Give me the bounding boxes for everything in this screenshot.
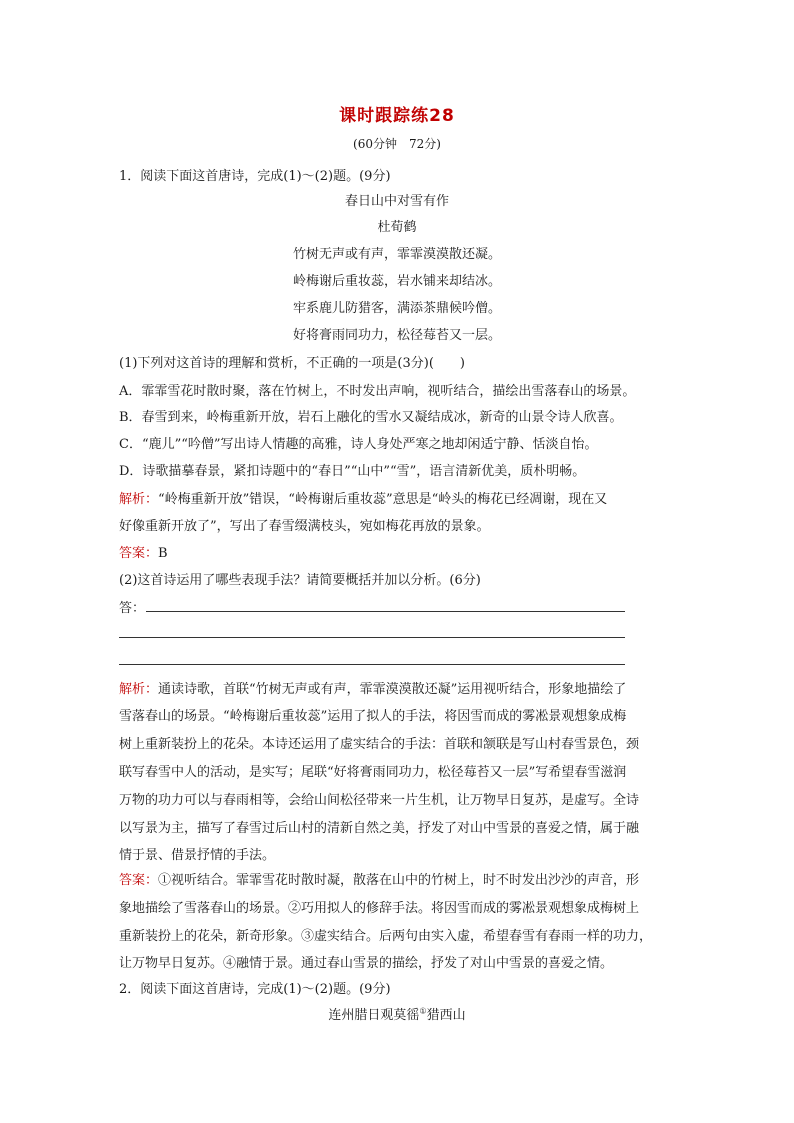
poem-title: 春日山中对雪有作 [344, 194, 449, 209]
answer-2-cont: 象地描绘了雪落春山的场景。②巧用拟人的修辞手法。将因雪而成的雾凇景观想象成梅树上 [119, 901, 640, 916]
question-1-stem: 1．阅读下面这首唐诗，完成(1)～(2)题。(9分) [119, 169, 391, 184]
answer-value: B [158, 546, 168, 561]
answer-blank-line [146, 611, 625, 612]
analysis-2-cont: 树上重新装扮上的花朵。本诗还运用了虚实结合的手法：首联和颔联是写山村春雪景色，颈 [119, 737, 640, 752]
analysis-2-cont: 雪落春山的场景。“岭梅谢后重妆蕊”运用了拟人的手法，将因雪而成的雾凇景观想象成梅 [119, 709, 627, 724]
analysis-2 [119, 678, 679, 697]
answer-label: 答案： [119, 546, 159, 561]
answer-2 [119, 869, 679, 888]
analysis-1-cont: 好像重新开放了”，写出了春雪缀满枝头，宛如梅花再放的景象。 [119, 519, 490, 534]
analysis-text: 通读诗歌，首联“竹树无声或有声，霏霏漠漠散还凝”运用视听结合，形象地描绘了 [158, 682, 627, 697]
poem-line: 岭梅谢后重妆蕊，岩水铺来却结冰。 [292, 274, 501, 289]
poem-line: 牢系鹿儿防猎客，满添茶鼎候吟僧。 [292, 301, 501, 316]
poem-2-title: 连州腊日观莫徭①猎西山 [328, 1006, 466, 1023]
footnote-marker: ① [419, 1006, 427, 1016]
answer-label: 答案： [119, 873, 159, 888]
option-c: C．“鹿儿”“吟僧”写出诗人情趣的高雅，诗人身处严寒之地却闲适宁静、恬淡自怡。 [119, 437, 598, 452]
analysis-2-cont: 联写春雪中人的活动，是实写；尾联“好将膏雨同功力，松径莓苔又一层”写希望春雪滋润 [119, 765, 627, 780]
answer-2-cont: 让万物早日复苏。④融情于景。通过春山雪景的描绘，抒发了对山中雪景的喜爱之情。 [119, 956, 614, 971]
answer-1 [119, 542, 679, 561]
answer-prompt: 答： [119, 601, 146, 616]
analysis-2-cont: 情于景、借景抒情的手法。 [119, 848, 276, 863]
page-title: 课时跟踪练28 [339, 106, 455, 126]
answer-blank-line [119, 637, 625, 638]
time-score-note: (60分钟 72分) [353, 137, 441, 151]
answer-blank-line [119, 664, 625, 665]
answer-2-cont: 重新装扮上的花朵，新奇形象。③虚实结合。后两句由实入虚，希望春雪有春雨一样的功力， [119, 929, 653, 944]
answer-text: ①视听结合。霏霏雪花时散时凝，散落在山中的竹树上，时不时发出沙沙的声音，形 [158, 873, 640, 888]
option-a: A．霏霏雪花时散时聚，落在竹树上，不时发出声响，视听结合，描绘出雪落春山的场景。 [119, 384, 636, 399]
analysis-2-cont: 以写景为主，描写了春雪过后山村的清新自然之美，抒发了对山中雪景的喜爱之情，属于融 [119, 821, 640, 836]
analysis-1 [119, 488, 679, 507]
analysis-text: “岭梅重新开放”错误，“岭梅谢后重妆蕊”意思是“岭头的梅花已经凋谢，现在又 [158, 492, 608, 507]
poem-line: 好将膏雨同功力，松径莓苔又一层。 [292, 328, 501, 343]
sub-question-2: (2)这首诗运用了哪些表现手法？请简要概括并加以分析。(6分) [119, 573, 481, 588]
analysis-label: 解析： [119, 682, 159, 697]
option-b: B．春雪到来，岭梅重新开放，岩石上融化的雪水又凝结成冰，新奇的山景令诗人欣喜。 [119, 410, 623, 425]
analysis-label: 解析： [119, 492, 159, 507]
question-2-stem: 2．阅读下面这首唐诗，完成(1)～(2)题。(9分) [119, 982, 391, 997]
poem-author: 杜荀鹤 [377, 220, 417, 235]
sub-question-1: (1)下列对这首诗的理解和赏析，不正确的一项是(3分)( ) [119, 356, 465, 371]
analysis-2-cont: 万物的功力可以与春雨相等，会给山间松径带来一片生机，让万物早日复苏，是虚写。全诗 [119, 793, 640, 808]
option-d: D．诗歌描摹春景，紧扣诗题中的“春日”“山中”“雪”，语言清新优美，质朴明畅。 [119, 464, 586, 479]
poem-line: 竹树无声或有声，霏霏漠漠散还凝。 [292, 247, 501, 262]
